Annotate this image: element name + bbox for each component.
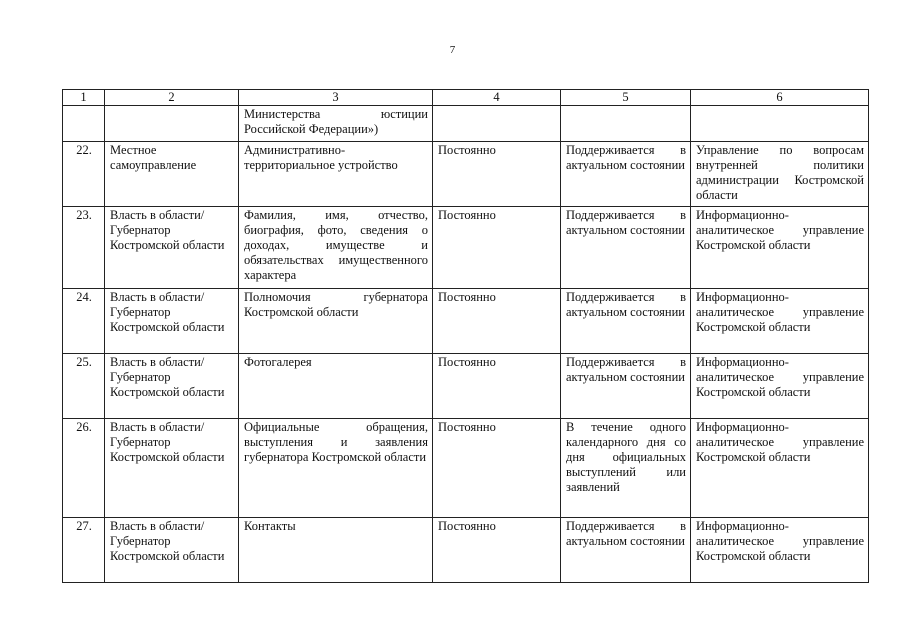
row-number-cell: 22. bbox=[63, 142, 105, 207]
continuation-row bbox=[63, 106, 869, 142]
frequency-cell: Постоянно bbox=[433, 419, 561, 518]
frequency-cell: Постоянно bbox=[433, 142, 561, 207]
column-number-header: 6 bbox=[691, 90, 869, 106]
frequency-cell: Постоянно bbox=[433, 207, 561, 289]
responsible-cell: Управление по вопросам внутренней политики администрации Костромской области bbox=[691, 142, 869, 207]
row-number-cell: 24. bbox=[63, 289, 105, 354]
update-term-cell: Поддерживается в актуальном состоянии bbox=[561, 289, 691, 354]
section-cell bbox=[105, 106, 239, 142]
responsible-cell bbox=[691, 106, 869, 142]
section-cell: Власть в области/ Губернатор Костромской области bbox=[105, 518, 239, 583]
column-number-header: 1 bbox=[63, 90, 105, 106]
column-number-header: 3 bbox=[239, 90, 433, 106]
column-number-header: 5 bbox=[561, 90, 691, 106]
frequency-cell: Постоянно bbox=[433, 354, 561, 419]
update-term-cell: Поддерживается в актуальном состоянии bbox=[561, 518, 691, 583]
table-row bbox=[63, 354, 869, 419]
column-number-header-row bbox=[63, 90, 869, 106]
content-cell: Официальные обращения, выступления и заявления губернатора Костромской области bbox=[239, 419, 433, 518]
content-cell: Фамилия, имя, отчество, биография, фото, сведения о доходах, имуществе и обязательствах имущественного характера bbox=[239, 207, 433, 289]
section-cell: Власть в области/ Губернатор Костромской области bbox=[105, 419, 239, 518]
row-number-cell: 25. bbox=[63, 354, 105, 419]
content-cell: Контакты bbox=[239, 518, 433, 583]
update-term-cell: Поддерживается в актуальном состоянии bbox=[561, 354, 691, 419]
table-row bbox=[63, 207, 869, 289]
row-number-cell: 26. bbox=[63, 419, 105, 518]
column-number-header: 2 bbox=[105, 90, 239, 106]
frequency-cell bbox=[433, 106, 561, 142]
update-term-cell: Поддерживается в актуальном состоянии bbox=[561, 142, 691, 207]
content-cell: Административно-территориальное устройство bbox=[239, 142, 433, 207]
update-term-cell bbox=[561, 106, 691, 142]
responsible-cell: Информационно-аналитическое управление Костромской области bbox=[691, 354, 869, 419]
responsible-cell: Информационно-аналитическое управление Костромской области bbox=[691, 289, 869, 354]
row-number-cell: 23. bbox=[63, 207, 105, 289]
section-cell: Власть в области/ Губернатор Костромской области bbox=[105, 207, 239, 289]
column-number-header: 4 bbox=[433, 90, 561, 106]
table-row bbox=[63, 289, 869, 354]
table-row bbox=[63, 518, 869, 583]
content-cell: Министерства юстиции Российской Федерации») bbox=[239, 106, 433, 142]
registry-table bbox=[62, 89, 869, 583]
frequency-cell: Постоянно bbox=[433, 289, 561, 354]
row-number-cell bbox=[63, 106, 105, 142]
section-cell: Власть в области/ Губернатор Костромской области bbox=[105, 289, 239, 354]
section-cell: Власть в области/ Губернатор Костромской области bbox=[105, 354, 239, 419]
section-cell: Местное самоуправление bbox=[105, 142, 239, 207]
table-row bbox=[63, 419, 869, 518]
row-number-cell: 27. bbox=[63, 518, 105, 583]
content-cell: Полномочия губернатора Костромской области bbox=[239, 289, 433, 354]
frequency-cell: Постоянно bbox=[433, 518, 561, 583]
responsible-cell: Информационно-аналитическое управление Костромской области bbox=[691, 518, 869, 583]
responsible-cell: Информационно-аналитическое управление Костромской области bbox=[691, 207, 869, 289]
responsible-cell: Информационно-аналитическое управление Костромской области bbox=[691, 419, 869, 518]
update-term-cell: Поддерживается в актуальном состоянии bbox=[561, 207, 691, 289]
update-term-cell: В течение одного календарного дня со дня официальных выступлений или заявлений bbox=[561, 419, 691, 518]
page-number: 7 bbox=[449, 44, 456, 56]
content-cell: Фотогалерея bbox=[239, 354, 433, 419]
table-row bbox=[63, 142, 869, 207]
